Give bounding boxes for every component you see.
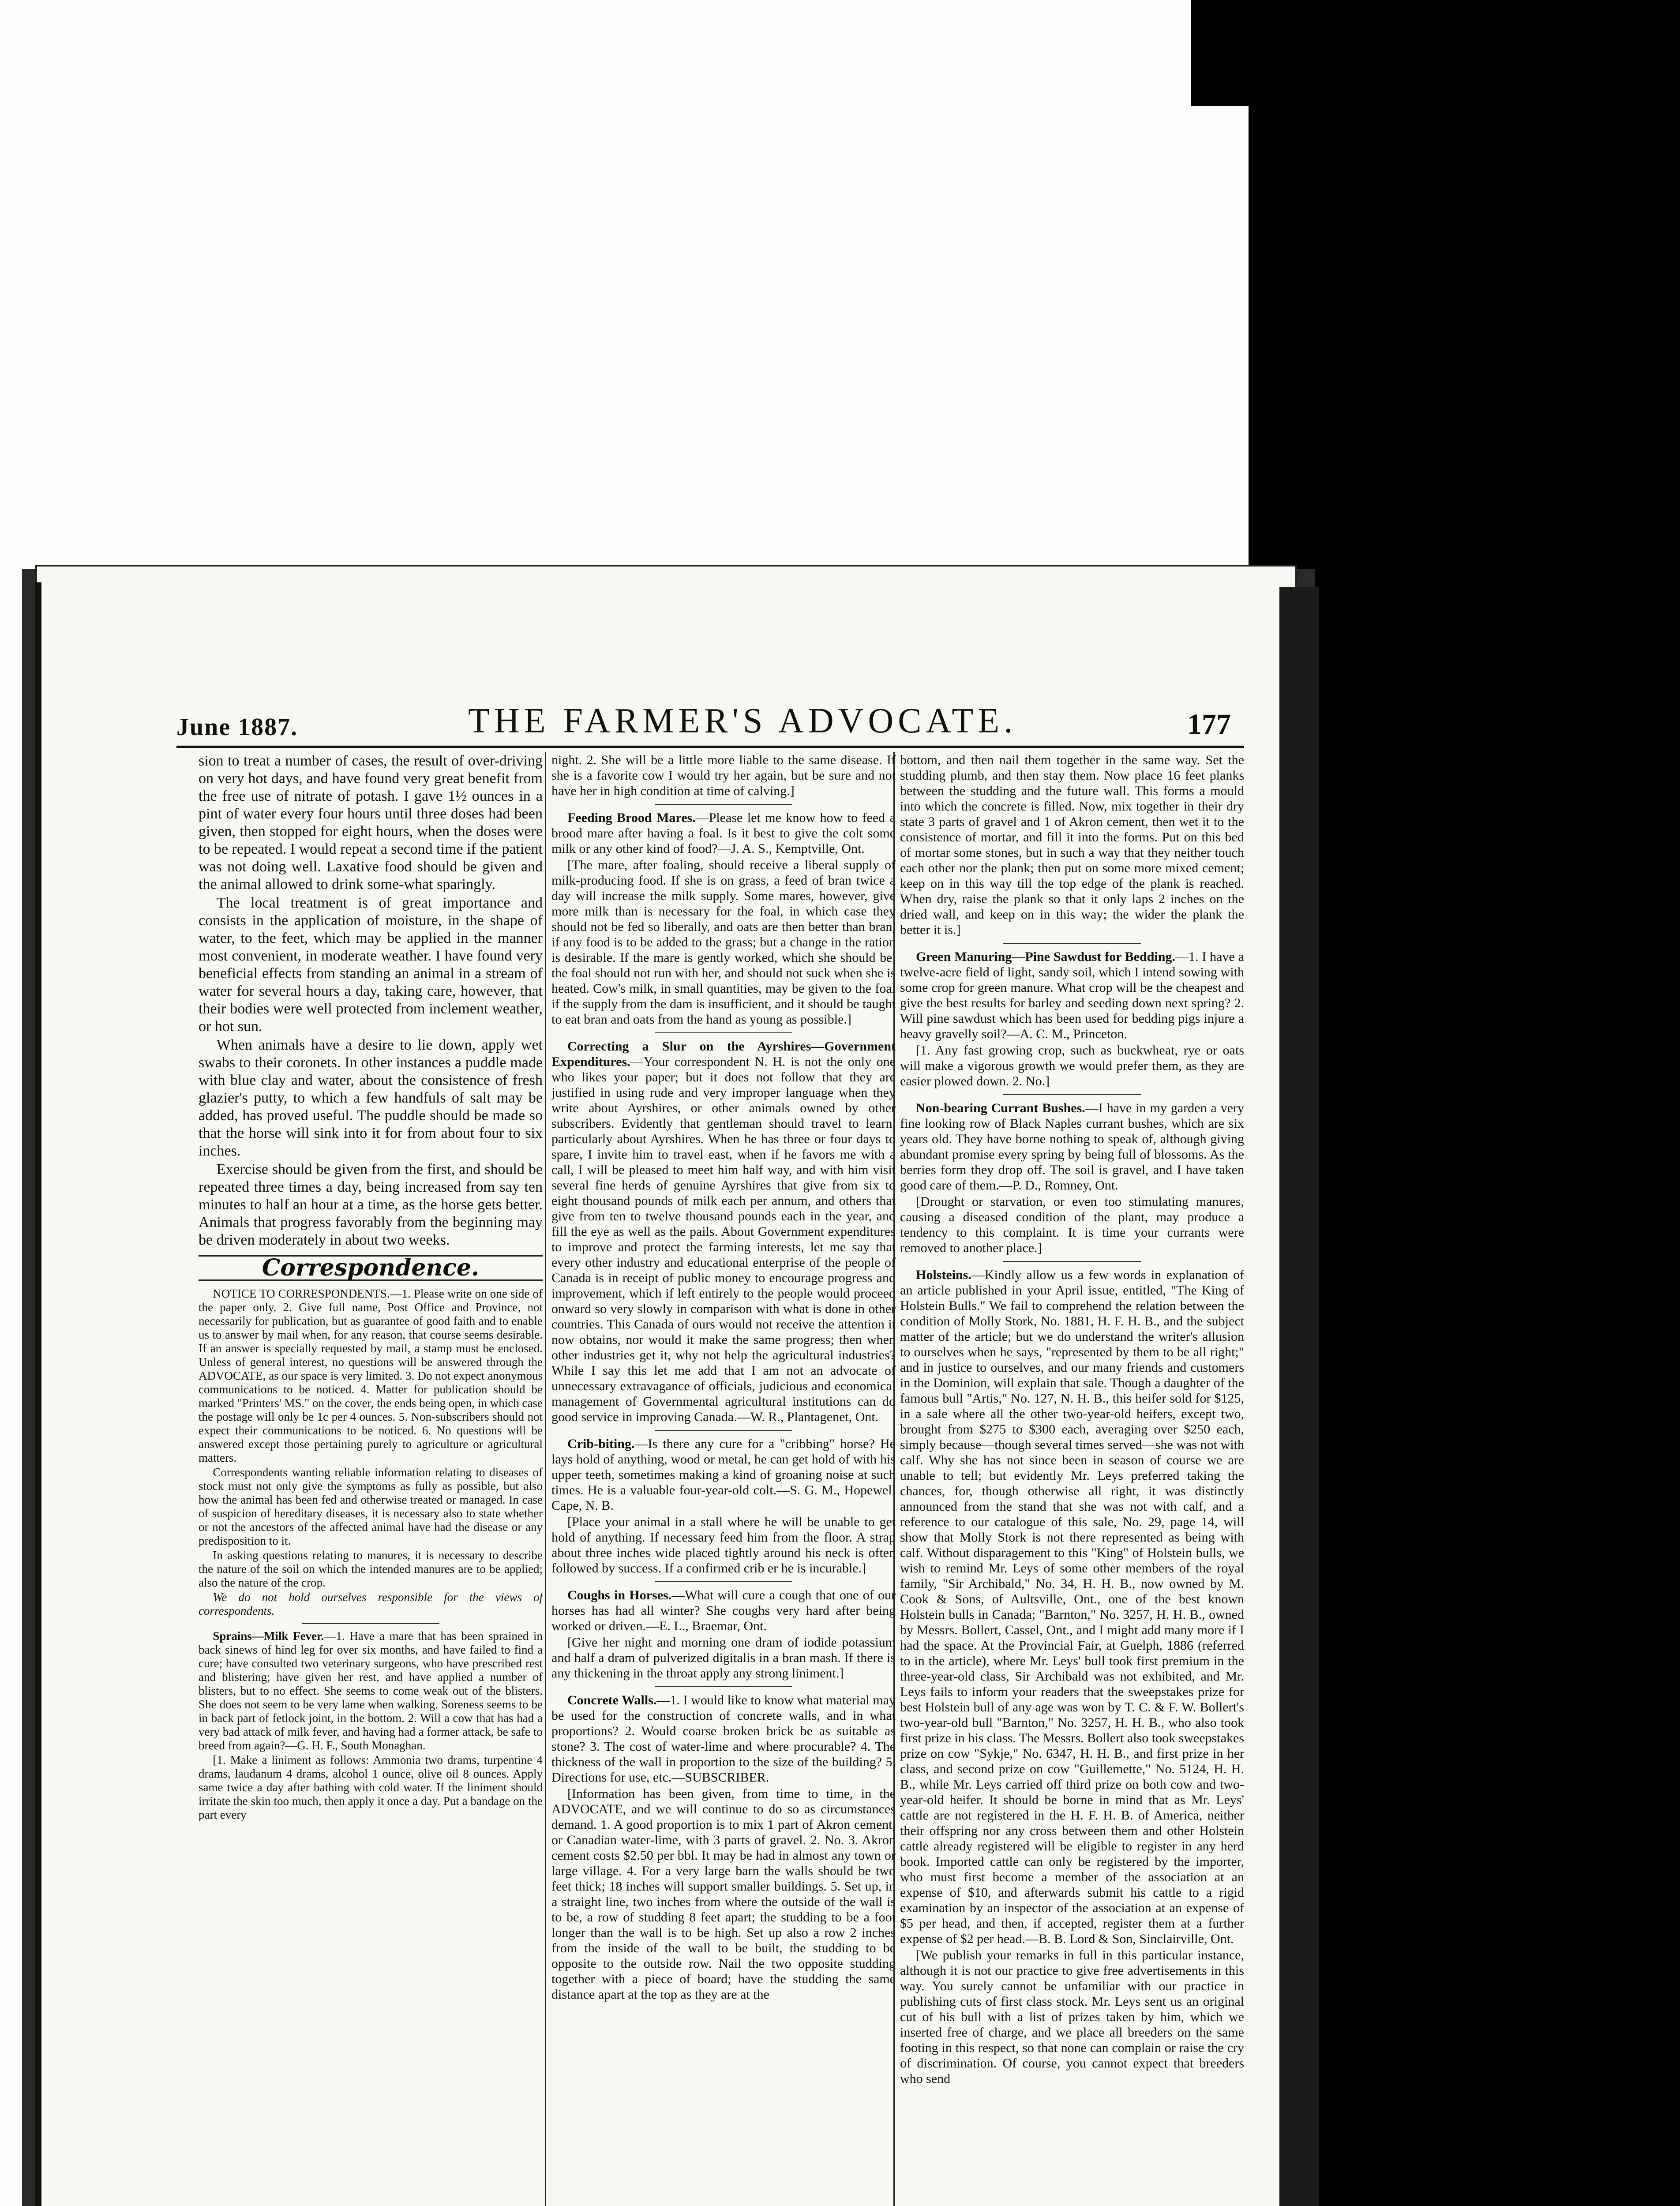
paragraph: Correspondents wanting reliable information relating to diseases of stock must not only give the symptoms as fully as possible, but also how the animal has been fed and otherwise treated or managed. In case of suspicion of hereditary diseases, it is necessary also to state whether or not the ancestors of the affected animal have had the disease or any predisposition to it. (199, 1466, 543, 1547)
paragraph: night. 2. She will be a little more liable to the same disease. If she is a favorite cow I would try her again, but be sure and not have her in high condition at time of calving.] (551, 753, 896, 798)
article-text: —Kindly allow us a few words in explanation of an article published in your April issue, entitled, "The King of Holstein Bulls." We fail to comprehend the relation between the condition of Molly Stork, No. 1881, H. F. H. B., and the subject matter of the article; but we do understand the writer's allusion to ourselves when he says, "represented by them to be all right;" and in justice to ourselves, and our many friends and customers in the Dominion, will explain that sale. Though a daughter of the famous bull "Artis," No. 127, N. H. B., this heifer sold for $125, in a sale where all the other two-year-old heifers, except two, brought from $275 to $300 each, averaging over $250 each, simply because—though several times served—she was not with calf. Why she has not since been in season of course we are unable to tell; but evidently Mr. Leys preferred taking the chances, for, though otherwise all right, it was distinctly announced from the stand that she was not with calf, and a reference to our catalogue of this sale, No. 29, page 14, will show that Molly Stork is not there represented as being with calf. Without disparagement to this "King" of Holstein bulls, we wish to remind Mr. Leys of some other members of the royal family, "Sir Archibald," No. 34, H. H. B., now owned by M. Cook & Sons, of Aultsville, Ont., one of the best known Holstein bulls in Canada; "Barnton," No. 3257, H. H. B., owned by Messrs. Bollert, Cassel, Ont., and I might add many more if I had the space. At the Provincial Fair, at Guelph, 1886 (referred to in the article), where Mr. Leys' bull took first premium in the three-year-old class, Sir Archibald was not exhibited, and Mr. Leys fails to inform your readers that the sweepstakes prize for best Holstein bull of any age was won by T. C. & F. W. Bollert's two-year-old bull "Barnton," No. 3257, H. H. B., who also took first prize in his class. The Messrs. Bollert also took sweepstakes prize on cow "Sykje," No. 6347, H. H. B., and first prize in her class, and second prize on cow "Guillemette," No. 5124, H. H. B., while Mr. Leys carried off third prize on both cow and two-year-old heifer. It should be borne in mind that as Mr. Leys' cattle are not registered in the H. F. H. B. of America, neither their offspring nor any cross between them and other Holstein cattle already registered will be eligible to register in any herd book. Imported cattle can only be registered by the importer, who must first become a member of the association at an expense of $10, and afterwards submit his cattle to a rigid examination by an inspector of the association at an expense of $5 per head, and then, if accepted, register them at a further expense of $2 per head.—B. B. Lord & Son, Sinclairville, Ont. (900, 1268, 1244, 1946)
page-number: 177 (1187, 708, 1231, 740)
reply: [Give her night and morning one dram of iodide potassium and half a dram of pulverized digitalis in a bran mash. If there is any thickening in the throat apply any strong liniment.] (551, 1635, 896, 1681)
separator (655, 1581, 792, 1582)
reply: [1. Make a liniment as follows: Ammonia two drams, turpentine 4 drams, laudanum 4 drams, alcohol 1 ounce, olive oil 8 ounces. Apply same twice a day after bathing with cold water. If the liniment should irritate the skin too much, then apply it once a day. Put a bandage on the part every (199, 1753, 543, 1821)
article-text: —Is there any cure for a "cribbing" horse? He lays hold of anything, wood or metal, he can get hold of with his upper teeth, sometimes making a kind of groaning noise at such times. He is a valuable four-year-old colt.—S. G. M., Hopewell Cape, N. B. (551, 1437, 896, 1513)
article-sprains (199, 1629, 543, 1752)
page-header (176, 688, 1244, 741)
film-tab (1191, 0, 1253, 106)
reply: [Place your animal in a stall where he will be unable to get hold of anything. If necessary feed him from the floor. A strap about three inches wide placed tightly around his neck is often followed by success. If a confirmed crib er he is incurable.] (551, 1515, 896, 1576)
separator (655, 804, 792, 805)
article-heading: Correcting a Slur on the Ayrshires—Government Expenditures. (551, 1039, 896, 1069)
article-concrete (551, 1692, 896, 1785)
column-rule (893, 752, 895, 2206)
reply: [1. Any fast growing crop, such as buckwheat, rye or oats will make a vigorous growth we would prefer them, as they are easier plowed down. 2. No.] (900, 1043, 1244, 1088)
article-text: —1. I would like to know what material may be used for the construction of concrete walls, and in what proportions? 2. Would coarse broken brick be as suitable as stone? 3. The cost of water-lime and where procurable? 4. The thickness of the wall in proportion to the size of the building? 5. Directions for use, etc.—SUBSCRIBER. (551, 1693, 896, 1785)
article-cough (551, 1587, 896, 1634)
reply: [The mare, after foaling, should receive a liberal supply of milk-producing food. If she is on grass, a feed of bran twice a day will increase the milk supply. Some mares, however, give more milk than is necessary for the foal, in which case they should not be fed so liberally, and oats are then better than bran, if any food is to be added to the grass; but a change in the ration is desirable. If the mare is gently worked, which she should be, the foal should not run with her, and should not suck when she is heated. Cow's milk, in small quantities, may be given to the foal if the supply from the dam is insufficient, and it should be taught to eat bran and oats from the hand as young as possible.] (551, 858, 896, 1027)
section-title-correspondence: Correspondence. (199, 1255, 543, 1281)
separator (1003, 943, 1141, 944)
article-heading: Crib-biting. (567, 1437, 635, 1451)
article-heading: Non-bearing Currant Bushes. (916, 1101, 1085, 1115)
reply: [Drought or starvation, or even too stimulating manures, causing a diseased condition of the plant, may produce a tendency to this complaint. It is time your currants were removed to another place.] (900, 1194, 1244, 1255)
reply: [We publish your remarks in full in this particular instance, although it is not our practice to give free advertisements in this way. You surely cannot be unfamiliar with our practice in publishing cuts of first class stock. Mr. Leys sent us an original cut of his bull with a list of prizes taken by him, which we inserted free of charge, and we place all breeders on the same footing in this respect, so that none can complain or raise the cry of discrimination. Of course, you cannot expect that breeders who send (900, 1948, 1244, 2086)
article-heading: Concrete Walls. (567, 1693, 657, 1707)
article-holsteins (900, 1267, 1244, 1947)
article-text: —Your correspondent N. H. is not the only one who likes your paper; but it does not follow that they are justified in using rude and very improper language when they write about Ayrshires, or other animals owned by other subscribers. Evidently that gentleman should travel to learn, particularly about Ayrshires. When he has three or four days to spare, I invite him to travel east, when if he favors me with a call, I will be pleased to meet him half way, and with him visit several fine herds of genuine Ayrshires that give from six to eight thousand pounds of milk each per annum, and others that give from ten to twelve thousand pounds each in the year, and fill the eye as well as the pails. About Government expenditures to improve and protect the farming interests, let me say that every other industry and educational enterprise of the people of Canada is in receipt of public money to encourage progress and improvement, which if left entirely to the people would proceed onward so very slowly in comparison with what is done in other countries. This Canada of ours would not receive the attention it now obtains, nor would it make the same progress; then when other industries get it, why not help the agricultural industries? While I say this let me add that I am not an advocate of unnecessary extravagance of officials, judicious and economical management of Governmental agricultural institutions can do good service in improving Canada.—W. R., Plantagenet, Ont. (551, 1054, 896, 1424)
article-text: —I have in my garden a very fine looking row of Black Naples currant bushes, which are six years old. They have borne nothing to speak of, although giving abundant promise every spring by being full of blossoms. As the berries form they drop off. The soil is gravel, and I have taken good care of them.—P. D., Romney, Ont. (900, 1101, 1244, 1193)
article-text: —1. Have a mare that has been sprained in back sinews of hind leg for over six months, and have failed to find a cure; have consulted two veterinary surgeons, who have prescribed rest and blistering; have given her rest, and have applied a number of blisters, but to no effect. She seems to come weak out of the blisters. She does not seem to be very lame when walking. Soreness seems to be in back part of fetlock joint, in the bottom. 2. Will a cow that has had a very bad attack of milk fever, and having had a former attack, be safe to breed from again?—G. H. F., South Monaghan. (199, 1629, 543, 1752)
article-heading: Coughs in Horses. (567, 1588, 672, 1602)
paragraph: When animals have a desire to lie down, apply wet swabs to their coronets. In other instances a puddle made with blue clay and water, about the consistence of fresh glazier's putty, to which a few handfuls of salt may be added, has proved useful. The puddle should be made so that the horse will sink into it for from about four to six inches. (199, 1037, 543, 1159)
paragraph: bottom, and then nail them together in the same way. Set the studding plumb, and then stay them. Now place 16 feet planks between the studding and the future wall. This forms a mould into which the concrete is filled. Now, mix together in their dry state 3 parts of gravel and 1 of Akron cement, then wet it to the consistence of mortar, and fill it into the forms. Put on this bed of mortar some stones, but in such a way that they neither touch each other nor the plank; then put on some more mixed cement; keep on in this way till the top edge of the plank is reached. When dry, raise the plank so that it only laps 2 inches on the dried wall, and keep on in this way; the wider the plank the better it is.] (900, 753, 1244, 937)
article-green-manuring (900, 949, 1244, 1042)
article-heading: Feeding Brood Mares. (567, 810, 696, 825)
article-heading: Green Manuring—Pine Sawdust for Bedding. (916, 949, 1175, 964)
article-text: —What will cure a cough that one of our horses has had all winter? She coughs very hard after being worked or driven.—E. L., Braemar, Ont. (551, 1588, 896, 1633)
page-fold-edge (1279, 587, 1319, 2206)
separator (655, 1032, 792, 1033)
article-feeding (551, 810, 896, 856)
separator (302, 1623, 439, 1624)
separator (1003, 1261, 1141, 1262)
column-1 (199, 752, 543, 2206)
column-3 (900, 752, 1244, 2206)
column-rule (545, 752, 546, 2206)
article-text: —1. I have a twelve-acre field of light, sandy soil, which I intend sowing with some crop for green manure. What crop will be the cheapest and give the best results for barley and seeding down next spring? 2. Will pine sawdust which has been used for bedding pigs injure a heavy gravelly soil?—A. C. M., Princeton. (900, 949, 1244, 1041)
column-2 (551, 752, 896, 2206)
paragraph: In asking questions relating to manures, it is necessary to describe the nature of the soil on which the intended manures are to be applied; also the nature of the crop. (199, 1549, 543, 1589)
page-binding-edge (35, 582, 41, 2206)
article-crib (551, 1436, 896, 1513)
article-ayrshire (551, 1039, 896, 1425)
article-heading: Sprains—Milk Fever. (213, 1629, 324, 1643)
separator (655, 1430, 792, 1431)
paragraph: sion to treat a number of cases, the result of over-driving on very hot days, and have found very great benefit from the free use of nitrate of potash. I gave 1½ ounces in a pint of water every four hours until three doses had been given, then stopped for eight hours, when the doses were to be repeated. I would repeat a second time if the patient was not doing well. Laxative food should be given and the animal allowed to drink some-what sparingly. (199, 753, 543, 893)
article-text: —Please let me know how to feed a brood mare after having a foal. Is it best to give the colt some milk or any other kind of food?—J. A. S., Kemptville, Ont. (551, 810, 896, 856)
article-heading: Holsteins. (916, 1268, 971, 1282)
header-rule (176, 746, 1244, 748)
separator (655, 1686, 792, 1687)
notice-to-correspondents: NOTICE TO CORRESPONDENTS.—1. Please write on one side of the paper only. 2. Give full name, Post Office and Province, not necessarily for publication, but as guarantee of good faith and to enable us to answer by mail when, for any reason, that course seems desirable. If an answer is specially requested by mail, a stamp must be enclosed. Unless of general interest, no questions will be answered through the ADVOCATE, as our space is very limited. 3. Do not expect anonymous communications to be noticed. 4. Matter for publication should be marked "Printers' MS." on the cover, the ends being open, in which case the postage will only be 1c per 4 ounces. 5. Non-subscribers should not expect their communications to be noticed. 6. No questions will be answered except those pertaining purely to agriculture or agricultural matters. (199, 1287, 543, 1464)
disclaimer: We do not hold ourselves responsible for the views of correspondents. (199, 1591, 543, 1617)
separator (1003, 1094, 1141, 1095)
article-currants (900, 1100, 1244, 1193)
issue-date: June 1887. (176, 713, 298, 741)
masthead-title: THE FARMER'S ADVOCATE. (468, 702, 1017, 740)
paragraph: Exercise should be given from the first, and should be repeated three times a day, being increased from say ten minutes to half an hour at a time, as the horse gets better. Animals that progress favorably from the beginning may be driven moderately in about two weeks. (199, 1161, 543, 1248)
reply: [Information has been given, from time to time, in the ADVOCATE, and we will continue to do so as circumstances demand. 1. A good proportion is to mix 1 part of Akron cement, or Canadian water-lime, with 3 parts of gravel. 2. No. 3. Akron cement costs $2.50 per bbl. It may be had in almost any town or large village. 4. For a very large barn the walls should be two feet thick; 18 inches will support smaller buildings. 5. Set up, in a straight line, two inches from where the outside of the wall is to be, a row of studding 8 feet apart; the studding to be a foot longer than the wall is to be high. Set up also a row 2 inches from the inside of the wall to be built, the studding to be opposite to the outside row. Nail the two opposite studding together with a piece of board; have the studding the same distance apart at the top as they are at the (551, 1786, 896, 2002)
paragraph: The local treatment is of great importance and consists in the application of moisture, in the shape of water, to the feet, which may be applied in the manner most convenient, in moderate weather. I have found very beneficial effects from standing an animal in a stream of water for several hours a day, taking care, however, that their bodies were well protected from inclement weather, or hot sun. (199, 895, 543, 1035)
